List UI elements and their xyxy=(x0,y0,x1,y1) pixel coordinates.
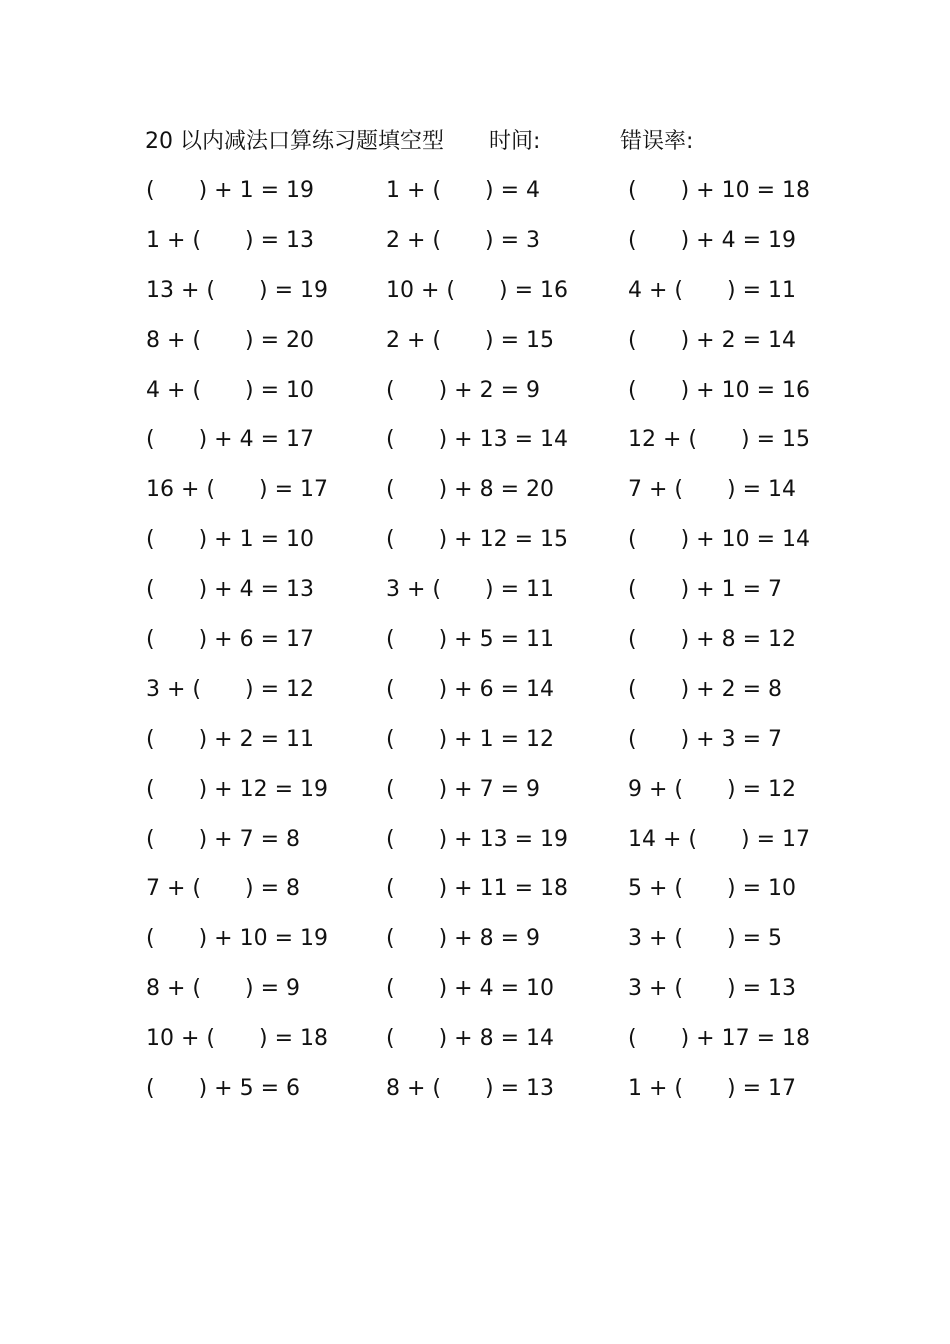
exercise-problem: 3 + ( ) = 11 xyxy=(386,577,554,603)
exercise-row xyxy=(0,321,950,371)
exercise-grid xyxy=(0,171,950,1119)
exercise-problem: ( ) + 11 = 18 xyxy=(386,876,568,902)
exercise-row xyxy=(0,1069,950,1119)
exercise-problem: ( ) + 2 = 11 xyxy=(146,726,314,752)
exercise-problem: 12 + ( ) = 15 xyxy=(628,427,810,453)
exercise-problem: ( ) + 1 = 19 xyxy=(146,178,314,203)
exercise-problem: ( ) + 2 = 9 xyxy=(386,377,541,403)
exercise-problem: ( ) + 13 = 14 xyxy=(386,427,568,453)
exercise-problem: ( ) + 13 = 19 xyxy=(386,826,568,852)
exercise-problem: 1 + ( ) = 13 xyxy=(146,227,314,253)
exercise-problem: ( ) + 8 = 12 xyxy=(628,627,796,653)
exercise-problem: ( ) + 7 = 9 xyxy=(386,776,541,802)
worksheet-header xyxy=(0,124,950,160)
exercise-problem: ( ) + 4 = 19 xyxy=(628,227,796,253)
worksheet-title: 20 以内减法口算练习题填空型 xyxy=(145,129,444,154)
exercise-row xyxy=(0,720,950,770)
exercise-problem: 2 + ( ) = 15 xyxy=(386,327,554,353)
exercise-problem: ( ) + 3 = 7 xyxy=(628,726,783,752)
exercise-problem: 8 + ( ) = 9 xyxy=(146,976,301,1002)
exercise-problem: 7 + ( ) = 8 xyxy=(146,876,301,902)
exercise-row xyxy=(0,820,950,870)
exercise-row xyxy=(0,470,950,520)
exercise-problem: 4 + ( ) = 11 xyxy=(628,277,796,303)
exercise-problem: 14 + ( ) = 17 xyxy=(628,826,810,852)
exercise-problem: ( ) + 12 = 15 xyxy=(386,527,568,553)
exercise-problem: ( ) + 10 = 18 xyxy=(628,178,810,203)
exercise-row xyxy=(0,371,950,421)
exercise-row xyxy=(0,570,950,620)
exercise-problem: 16 + ( ) = 17 xyxy=(146,477,328,503)
exercise-problem: 9 + ( ) = 12 xyxy=(628,776,796,802)
exercise-problem: 3 + ( ) = 13 xyxy=(628,976,796,1002)
exercise-problem: ( ) + 4 = 17 xyxy=(146,427,314,453)
exercise-problem: ( ) + 10 = 14 xyxy=(628,527,810,553)
exercise-row xyxy=(0,969,950,1019)
time-label: 时间: xyxy=(489,129,541,154)
exercise-problem: ( ) + 6 = 14 xyxy=(386,676,554,702)
exercise-problem: ( ) + 5 = 11 xyxy=(386,627,554,653)
exercise-problem: ( ) + 7 = 8 xyxy=(146,826,301,852)
exercise-problem: 2 + ( ) = 3 xyxy=(386,227,541,253)
exercise-problem: ( ) + 2 = 14 xyxy=(628,327,796,353)
exercise-problem: ( ) + 2 = 8 xyxy=(628,676,783,702)
exercise-row xyxy=(0,221,950,271)
exercise-problem: 1 + ( ) = 17 xyxy=(628,1076,796,1102)
exercise-problem: ( ) + 1 = 7 xyxy=(628,577,783,603)
exercise-problem: ( ) + 10 = 16 xyxy=(628,377,810,403)
exercise-row xyxy=(0,919,950,969)
exercise-problem: 1 + ( ) = 4 xyxy=(386,178,541,203)
exercise-problem: ( ) + 1 = 12 xyxy=(386,726,554,752)
exercise-row xyxy=(0,1019,950,1069)
exercise-problem: ( ) + 5 = 6 xyxy=(146,1076,301,1102)
exercise-row xyxy=(0,620,950,670)
exercise-problem: ( ) + 4 = 10 xyxy=(386,976,554,1002)
exercise-problem: ( ) + 17 = 18 xyxy=(628,1026,810,1052)
exercise-problem: 3 + ( ) = 12 xyxy=(146,676,314,702)
exercise-problem: ( ) + 4 = 13 xyxy=(146,577,314,603)
exercise-problem: 7 + ( ) = 14 xyxy=(628,477,796,503)
exercise-row xyxy=(0,670,950,720)
exercise-row xyxy=(0,271,950,321)
exercise-problem: ( ) + 8 = 20 xyxy=(386,477,554,503)
exercise-problem: 10 + ( ) = 18 xyxy=(146,1026,328,1052)
exercise-problem: ( ) + 6 = 17 xyxy=(146,627,314,653)
exercise-row xyxy=(0,770,950,820)
exercise-problem: 5 + ( ) = 10 xyxy=(628,876,796,902)
exercise-problem: 3 + ( ) = 5 xyxy=(628,926,783,952)
exercise-problem: 13 + ( ) = 19 xyxy=(146,277,328,303)
exercise-problem: 8 + ( ) = 13 xyxy=(386,1076,554,1102)
exercise-row xyxy=(0,420,950,470)
exercise-problem: 4 + ( ) = 10 xyxy=(146,377,314,403)
exercise-problem: 10 + ( ) = 16 xyxy=(386,277,568,303)
exercise-problem: ( ) + 10 = 19 xyxy=(146,926,328,952)
exercise-row xyxy=(0,520,950,570)
exercise-problem: ( ) + 8 = 9 xyxy=(386,926,541,952)
exercise-problem: ( ) + 12 = 19 xyxy=(146,776,328,802)
exercise-problem: 8 + ( ) = 20 xyxy=(146,327,314,353)
exercise-row xyxy=(0,869,950,919)
exercise-problem: ( ) + 8 = 14 xyxy=(386,1026,554,1052)
error-rate-label: 错误率: xyxy=(620,129,694,154)
exercise-row xyxy=(0,171,950,221)
exercise-problem: ( ) + 1 = 10 xyxy=(146,527,314,553)
